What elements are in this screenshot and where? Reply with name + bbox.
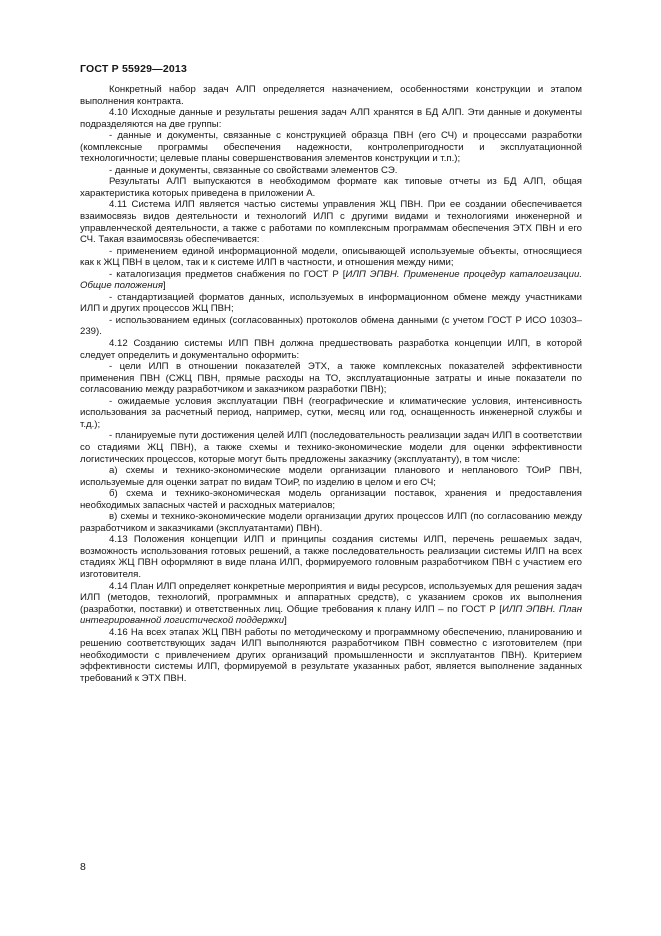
paragraph: 4.12 Созданию системы ИЛП ПВН должна предшествовать разработка концепции ИЛП, в которой следует определить и документально оформить:	[80, 338, 582, 361]
paragraph: 4.13 Положения концепции ИЛП и принципы создания системы ИЛП, перечень решаемых задач, возможность использования готовых решений, а также последовательность реализации системы ИЛП на всех стадиях ЖЦ ПВН оформляют в виде плана ИЛП, формируемого головным разработчиком ПВН с участием его изготовителя.	[80, 534, 582, 580]
list-item: - планируемые пути достижения целей ИЛП (последовательность реализации задач ИЛП в соответствии со стадиями ЖЦ ПВН), а также схемы и технико-экономические модели для оценки эффективности логистических процессов, которые могут быть предложены заказчику (эксплуатанту), в том числе:	[80, 430, 582, 465]
standard-header: ГОСТ Р 55929—2013	[80, 63, 188, 75]
paragraph: 4.16 На всех этапах ЖЦ ПВН работы по методическому и программному обеспечению, планированию и решению соответствующих задач ИЛП выполняются разработчиком ПВН совместно с изготовителем (при необходимости с привлечением других организаций промышленности и эксплуатантов ПВН). Критерием эффективности системы ИЛП, формируемой в результате указанных работ, является выполнение заданных требований к ЭТХ ПВН.	[80, 626, 582, 684]
list-item: в) схемы и технико-экономические модели организации других процессов ИЛП (по согласованию между разработчиком и заказчиками (эксплуатантами) ПВН).	[80, 511, 582, 534]
paragraph: Результаты АЛП выпускаются в необходимом формате как типовые отчеты из БД АЛП, общая характеристика которых приведена в приложении А.	[80, 176, 582, 199]
paragraph: 4.14 План ИЛП определяет конкретные мероприятия и виды ресурсов, используемых для решения задач ИЛП (методов, технологий, программных и аппаратных средств), с указанием сроков их выполнения (разработки, поставки) и ответственных лиц. Общие требования к плану ИЛП – по ГОСТ Р [ИЛП ЭПВН. План интегрированной логистической поддержки]	[80, 580, 582, 627]
standard-reference-title: ИЛП ЭПВН. План интегрированной логистической поддержки	[80, 603, 582, 627]
list-item: - применением единой информационной модели, описывающей используемые объекты, относящиеся как к ЖЦ ПВН в целом, так и к системе ИЛП в частности, и отношения между ними;	[80, 245, 582, 269]
document-body	[80, 84, 582, 684]
list-item: - данные и документы, связанные со свойствами элементов СЭ.	[109, 164, 398, 176]
paragraph: 4.10 Исходные данные и результаты решения задач АЛП хранятся в БД АЛП. Эти данные и документы подразделяются на две группы:	[80, 107, 582, 130]
page-number: 8	[80, 861, 86, 873]
list-item: - данные и документы, связанные с конструкцией образца ПВН (его СЧ) и процессами разработки (комплексные программы обеспечения надежности, контролепригодности и эксплуатационной технологичности; целевые планы совершенствования элементов конструкции и т.п.);	[80, 130, 582, 165]
paragraph: Конкретный набор задач АЛП определяется назначением, особенностями конструкции и этапом выполнения контракта.	[80, 84, 582, 107]
list-item: - стандартизацией форматов данных, используемых в информационном обмене между участниками ИЛП и других процессов ЖЦ ПВН;	[80, 291, 582, 315]
list-item: б) схема и технико-экономическая модель организации поставок, хранения и предоставления необходимых запасных частей и расходных материалов;	[80, 488, 582, 511]
list-item: - ожидаемые условия эксплуатации ПВН (географические и климатические условия, интенсивность использования за расчетный период, например, сутки, месяц или год, оснащенность инженерной службы и т.д.);	[80, 395, 582, 430]
list-item: - использованием единых (согласованных) протоколов обмена данными (с учетом ГОСТ Р ИСО 10303–239).	[80, 314, 582, 338]
standard-reference-title: ИЛП ЭПВН. Применение процедур каталогизации. Общие положения	[80, 268, 582, 292]
paragraph: 4.11 Система ИЛП является частью системы управления ЖЦ ПВН. При ее создании обеспечивается взаимосвязь видов деятельности и технологий ИЛП с другими видами и технологиями инженерной и управленческой деятельности, а также с работами по комплексным программам обеспечения ЭТХ ПВН и его СЧ. Такая взаимосвязь обеспечивается:	[80, 199, 582, 246]
list-item: - каталогизация предметов снабжения по ГОСТ Р [ИЛП ЭПВН. Применение процедур каталогизации. Общие положения]	[80, 268, 582, 292]
list-item: а) схемы и технико-экономические модели организации планового и непланового ТОиР ПВН, используемые для оценки затрат по видам ТОиР, по изделию в целом и его СЧ;	[80, 465, 582, 488]
list-item: - цели ИЛП в отношении показателей ЭТХ, а также комплексных показателей эффективности применения ПВН (СЖЦ ПВН, прямые расходы на ТО, эксплуатационные затраты и иные показатели по согласованию между разработчиком и заказчиком разработки ПВН);	[80, 361, 582, 396]
